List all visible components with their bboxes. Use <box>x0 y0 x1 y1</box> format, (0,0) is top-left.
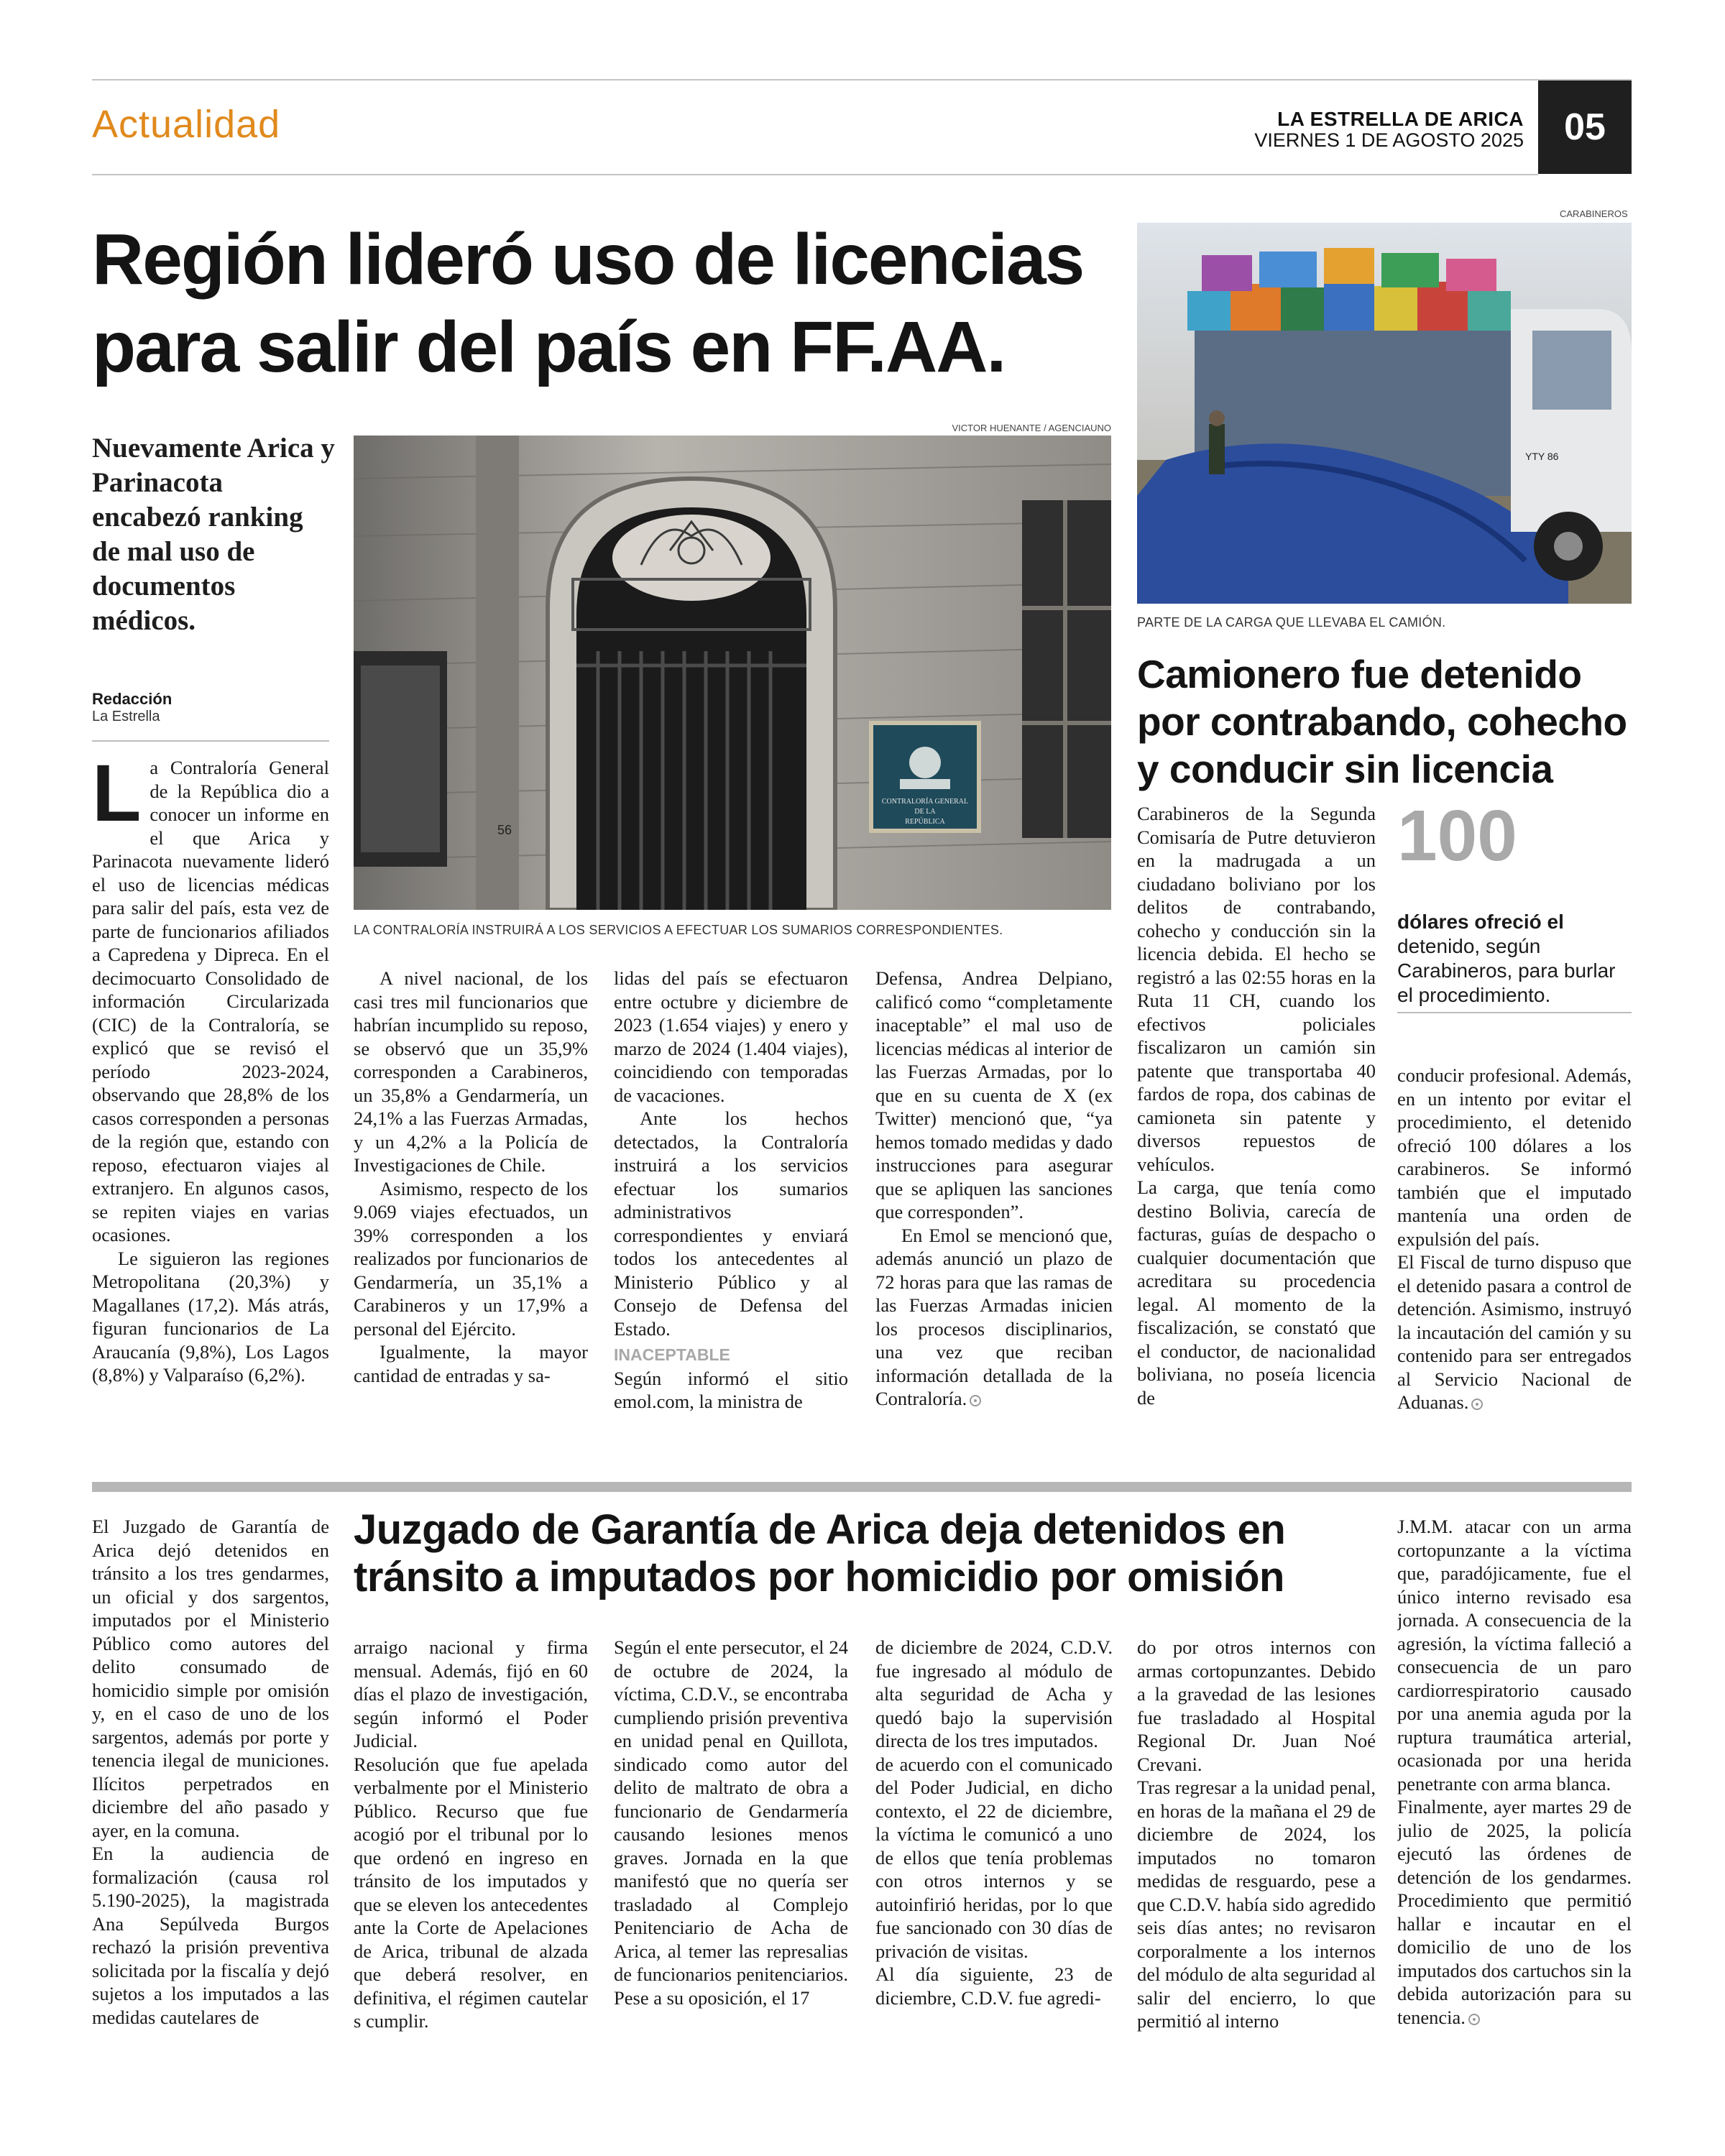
end-mark-icon <box>1468 2014 1480 2025</box>
bottom-col6-p1: J.M.M. atacar con un arma cortopunzante a la víctima que, paradójicamente, fue el único interno revisado esa jornada. A consecuencia de la agresión, la víctima falleció a consecuencia de un paro cardiorrespiratorio causado por una anemia aguda por la ruptura traumática arterial, ocasionada por una herida penetrante con arma blanca. <box>1397 1516 1632 1795</box>
bottom-col-4 <box>875 1636 1113 2139</box>
byline <box>92 690 329 725</box>
byline-name: Redacción <box>92 690 172 708</box>
main-col-2 <box>354 967 588 1455</box>
bottom-col-3 <box>614 1636 848 2139</box>
main-col-3 <box>614 967 848 1455</box>
issue-date: VIERNES 1 DE AGOSTO 2025 <box>1254 129 1524 151</box>
end-mark-icon <box>970 1395 981 1406</box>
side-col1-p1: Carabineros de la Segunda Comisaría de Putre detuvieron en la madrugada a un ciudadano boliviano por los delitos de contrabando, cohecho y conducción sin la licencia debida. El hecho se registró a las 02:55 horas en la Ruta 11 CH, cuando los efectivos policiales fiscalizaron un camión sin patente que transportaba 40 fardos de ropa, dos cabinas de camioneta sin patente y diversos repuestos de vehículos. <box>1137 803 1376 1175</box>
bottom-col-5 <box>1137 1636 1376 2139</box>
bottom-col-2 <box>354 1636 588 2139</box>
main-col-1 <box>92 756 329 1453</box>
svg-text:CONTRALORÍA GENERAL: CONTRALORÍA GENERAL <box>881 798 969 806</box>
stat-number: 100 <box>1397 796 1517 876</box>
bottom-col2-p1: arraigo nacional y firma mensual. Además, fijó en 60 días el plazo de investigación, según informó el Poder Judicial. <box>354 1636 588 1751</box>
main-photo-credit: VICTOR HUENANTE / AGENCIAUNO <box>952 423 1111 433</box>
main-headline: Región lideró uso de licencias para salir del país en FF.AA. <box>92 219 1084 387</box>
page-number: 05 <box>1564 106 1606 148</box>
page-number-box <box>1538 80 1632 174</box>
main-col4-p1: Defensa, Andrea Delpiano, calificó como “completamente inaceptable” el mal uso de licencias médicas al interior de las Fuerzas Armadas, por lo que en su cuenta de X (ex Twitter) mencionó que, “ya hemos tomado medidas y dado instrucciones para asegurar que se apliquen las sanciones que corresponden”. <box>875 967 1113 1222</box>
side-col2-p1: conducir profesional. Además, en un intento por evitar el procedimiento, el detenido ofreció 100 dólares a los carabineros. Se informó también que el imputado mantenía una orden de expulsión del país. <box>1397 1064 1632 1250</box>
main-photo-caption: LA CONTRALORÍA INSTRUIRÁ A LOS SERVICIOS A EFECTUAR LOS SUMARIOS CORRESPONDIENTES. <box>354 923 1003 937</box>
side-col2-p2: El Fiscal de turno dispuso que el detenido pasara a control de detención. Asimismo, instruyó la incautación del camión y su contenido para ser entregados al Servicio Nacional de Aduanas. <box>1397 1251 1632 1413</box>
stat-bold: dólares ofreció el <box>1397 911 1564 933</box>
side-headline: Camionero fue detenido por contrabando, cohecho y conducir sin licencia <box>1137 652 1627 791</box>
bottom-col6-p2: Finalmente, ayer martes 29 de julio de 2025, la policía ejecutó las órdenes de detención de los gendarmes. Procedimiento que permitió hallar e incautar en el domicilio de uno de los imputados dos cartuchos sin la debida autorización para su tenencia. <box>1397 1796 1632 2028</box>
byline-outlet: La Estrella <box>92 709 160 724</box>
stat-text: detenido, según Carabineros, para burlar el procedimiento. <box>1397 935 1616 1006</box>
bottom-col4-p1: de diciembre de 2024, C.D.V. fue ingresado al módulo de alta seguridad de Acha y quedó bajo la supervisión directa de los tres imputados. <box>875 1636 1113 1751</box>
building-number: 56 <box>497 823 512 837</box>
end-mark-icon <box>1471 1399 1483 1410</box>
bottom-col2-p2: Resolución que fue apelada verbalmente por el Ministerio Público. Recurso que fue acogió por el tribunal por lo que ordenó en ingreso en tránsito de los imputados y que se eleven los antecedentes ante la Corte de Apelaciones de Arica, tribunal de alzada que deberá resolver, en definitiva, el régimen cautelar s cumplir. <box>354 1753 588 2032</box>
bottom-col4-p2: de acuerdo con el comunicado del Poder Judicial, en dicho contexto, el 22 de diciembre, la víctima le comunicó a uno de ellos que tenía problemas con otros internos y se autoinfirió heridas, por lo que fue sancionado con 30 días de privación de visitas. <box>875 1753 1113 1962</box>
bottom-col-1 <box>92 1515 329 2140</box>
svg-text:DE LA: DE LA <box>914 808 936 816</box>
stat-rule <box>1397 1012 1632 1013</box>
side-col1-p2: La carga, que tenía como destino Bolivia, carecía de facturas, guías de despacho o cualquier documentación que acreditara su procedencia legal. Al momento de la fiscalización, se constató que el conductor, de nacionalidad boliviana, no poseía licencia de <box>1137 1176 1376 1409</box>
bottom-headline: Juzgado de Garantía de Arica deja detenidos en tránsito a imputados por homicidio por omisión <box>354 1506 1286 1600</box>
bottom-col5-p1: do por otros internos con armas cortopunzantes. Debido a la gravedad de las lesiones fue trasladado al Hospital Regional Dr. Juan Noé Crevani. <box>1137 1636 1376 1775</box>
bottom-col1-p1: El Juzgado de Garantía de Arica dejó detenidos en tránsito a los tres gendarmes, un oficial y dos sargentos, imputados por el Ministerio Público como autores del delito consumado de homicidio simple por omisión y, en el caso de uno de los sargentos, además por porte y tenencia ilegal de municiones. Ilícitos perpetrados en diciembre del año pasado y ayer, en la comuna. <box>92 1516 329 1841</box>
top-rule <box>92 79 1632 80</box>
main-col1-p1: a Contraloría General de la República dio a conocer un informe en el que Arica y Parinacota nuevamente lideró el uso de licencias médicas para salir del país, esta vez de parte de funcionarios afiliados a Capredena y Dipreca. En el decimocuarto Consolidado de información Circularizada (CIC) de la Contraloría, se explicó que se revisó el período 2023-2024, observando que 28,8% de los casos corresponden a personas de la región que, estando con reposo, efectuaron viajes al extranjero. En algunos casos, se repiten viajes en varias ocasiones. <box>92 757 329 1245</box>
publication-name: LA ESTRELLA DE ARICA <box>1277 108 1524 130</box>
section-label: Actualidad <box>92 103 281 146</box>
main-col-4 <box>875 967 1113 1455</box>
contraloria-building-photo <box>354 436 1111 910</box>
side-photo-credit: CARABINEROS <box>1560 208 1628 219</box>
main-col3-p2: Ante los hechos detectados, la Contraloría instruirá a los servicios efectuar los sumarios administrativos correspondientes y enviará todos los antecedentes al Ministerio Público y al Consejo de Defensa del Estado. <box>614 1107 848 1340</box>
truck-cargo-photo <box>1137 223 1632 604</box>
main-col2-p1: A nivel nacional, de los casi tres mil funcionarios que habrían incumplido su reposo, se observó que un 35,9% corresponden a Carabineros, un 35,8% a Gendarmería, un 24,1% a las Fuerzas Armadas, y un 4,2% a la Policía de Investigaciones de Chile. <box>354 967 588 1176</box>
main-col2-p2: Asimismo, respecto de los 9.069 viajes efectuados, un 39% corresponden a los realizados por funcionarios de Gendarmería, un 35,1% a Carabineros y un 17,9% a personal del Ejército. <box>354 1177 588 1340</box>
bottom-col-6 <box>1397 1515 1632 2140</box>
main-col3-p3: Según informó el sitio emol.com, la ministra de <box>614 1367 848 1412</box>
main-subhead: INACEPTABLE <box>614 1345 730 1364</box>
dropcap: L <box>92 756 142 838</box>
main-col1-p2: Le siguieron las regiones Metropolitana (20,3%) y Magallanes (17,2). Más atrás, figuran funcionarios de La Araucanía (9,8%), Los Lagos (8,8%) y Valparaíso (6,2%). <box>92 1247 329 1386</box>
side-col-1 <box>1137 802 1376 1456</box>
main-deck: Nuevamente Arica y Parinacota encabezó ranking de mal uso de documentos médicos. <box>92 433 335 636</box>
bottom-col3-p1: Según el ente persecutor, el 24 de octubre de 2024, la víctima, C.D.V., se encontraba cumpliendo prisión preventiva en unidad penal en Quillota, sindicado como autor del delito de maltrato de obra a funcionario de Gendarmería causando lesiones menos graves. Jornada en la que manifestó que no quería ser trasladado al Complejo Penitenciario de Acha de Arica, al temer las represalias de funcionarios penitenciarios. <box>614 1636 848 1985</box>
main-col4-p2: En Emol se mencionó que, además anunció un plazo de 72 horas para que las ramas de las Fuerzas Armadas inicien los procesos disciplinarios, una vez que reciban información detallada de la Contraloría. <box>875 1224 1113 1409</box>
side-stat-box <box>1397 796 1632 1008</box>
bottom-col3-p2: Pese a su oposición, el 17 <box>614 1986 810 2009</box>
header-bottom-rule <box>92 174 1538 175</box>
bottom-divider <box>92 1482 1632 1492</box>
side-col-2 <box>1397 1064 1632 1455</box>
truck-plate: YTY 86 <box>1525 451 1559 462</box>
byline-rule <box>92 740 329 742</box>
svg-text:REPÚBLICA: REPÚBLICA <box>905 818 945 826</box>
side-photo-caption: PARTE DE LA CARGA QUE LLEVABA EL CAMIÓN. <box>1137 615 1446 630</box>
main-col2-p3: Igualmente, la mayor cantidad de entradas y sa- <box>354 1341 588 1386</box>
bottom-col1-p2: En la audiencia de formalización (causa rol 5.190-2025), la magistrada Ana Sepúlveda Burgos rechazó la prisión preventiva solicitada por la fiscalía y dejó sujetos a los imputados a las medidas cautelares de <box>92 1843 329 2028</box>
main-col3-p1: lidas del país se efectuaron entre octubre y diciembre de 2023 (1.654 viajes) y enero y marzo de 2024 (1.404 viajes), coincidiendo con temporadas de vacaciones. <box>614 967 848 1106</box>
bottom-col4-p3: Al día siguiente, 23 de diciembre, C.D.V. fue agredi- <box>875 1963 1113 2009</box>
bottom-col5-p2: Tras regresar a la unidad penal, en horas de la mañana el 29 de diciembre de 2024, los imputados no tomaron medidas de resguardo, pese a que C.D.V. había sido agredido seis días antes; no revisaron corporalmente a los internos del módulo de alta seguridad al salir del encierro, lo que permitió al interno <box>1137 1777 1376 2032</box>
